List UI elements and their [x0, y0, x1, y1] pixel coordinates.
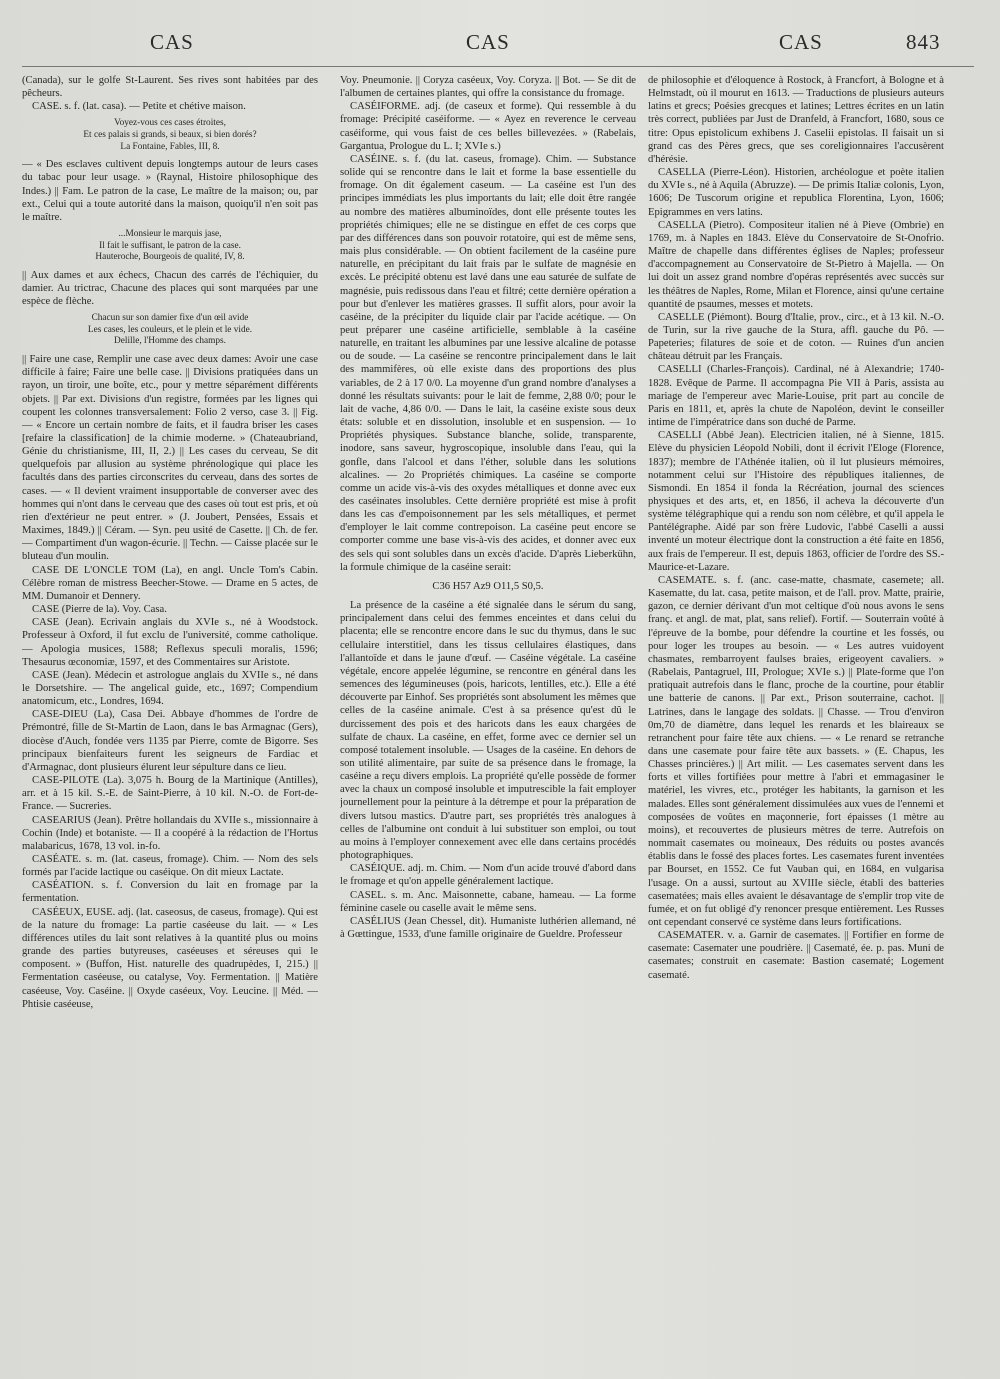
entry-text: La présence de la caséine a été signalée dans le sérum du sang, principalement dans celui des femmes enceintes et dans celui du placenta; elle se rencontre encore dans le suc du thymus, dans le suc cellulaire interstitiel, dans les tissus cellulaires élastiques, dans l'allantoïde et dans le jaune d'œuf. — Caséine végétale. La caséine végétale, encore appelée légumine, se rencontre en général dans les semences des légumineuses (pois, haricots, lentilles, etc.). Elle a été découverte par Einhof. Ses propriétés sont absolument les mêmes que celles de la caséine animale. C'est à sa présence qu'est dû le durcissement des pois et des haricots dans les eaux chargées de sulfate de chaux. La caséine, en effet, forme avec ce dernier sel un composé totalement insoluble. — Usages de la caséine. En dehors de son utilité alimentaire, par suite de sa présence dans le fromage, la caséine a reçu divers emplois. La propriété qu'elle possède de former avec la chaux un composé insoluble et imputrescible la fait employer journellement pour la peinture à la détrempe et pour la préparation de divers lutsou mastics. D'autre part, ses propriétés très analogues à celles de l'albumine ont conduit à lui substituer son emploi, ou tout au moins à l'employer connexement avec elle dans certains procédés photographiques.: [340, 600, 636, 862]
entry-caseate: CASÉATE. s. m. (lat. caseus, fromage). Chim. — Nom des sels formés par l'acide lactique ou caséique. On dit mieux Lactate.: [22, 854, 318, 879]
column-middle: [340, 74, 636, 1364]
entry-casemater: CASEMATER. v. a. Garnir de casemates. || Fortifier en forme de casemate: Casemater une poudrière. || Casematé, ée. p. pas. Muni de casemates; construit en casemate: Bastion casematé; Logement casematé.: [648, 930, 944, 981]
entry-caselli-jean: CASELLI (Abbé Jean). Electricien italien, né à Sienne, 1815. Elève du physicien Léopold Nobili, dont il écrivit l'Eloge (Florence, 1837); membre de l'Athénée italien, où il lut plusieurs mémoires, notamment celui sur l'Histoire des républiques italiennes, de Sismondi. En 1854 il fonda la Récréation, journal des sciences physiques et des arts, et, en 1856, il acheva la découverte d'un système télégraphique qui a rendu son nom célèbre, et qu'il appela le Pantélégraphe. Aidé par son frère Ludovic, l'abbé Caselli a aussi inventé un moteur électrique dont la construction a été faite en 1856, aux frais de l'empereur. Il est, depuis 1863, officier de l'ordre des SS.-Maurice-et-Lazare.: [648, 430, 944, 573]
entry-casella-pietro: CASELLA (Pietro). Compositeur italien né à Pieve (Ombrie) en 1769, m. à Naples en 1843. Elève du Conservatoire de St-Onofrio. Maître de chapelle dans différentes églises de Naples; professeur d'accompagnement au Conservatoire de St-Pietro à Majella. — On lui doit un assez grand nombre d'opéras représentés avec succès sur les théâtres de Naples, Rome, Milan et Florence, ainsi qu'une certaine quantité de psaumes, messes et motets.: [648, 219, 944, 310]
entry-text: (Canada), sur le golfe St-Laurent. Ses rives sont habitées par des pêcheurs.: [22, 75, 318, 100]
verse-quote: Voyez-vous ces cases étroites, Et ces palais si grands, si beaux, si bien dorés? La Fontaine, Fables, III, 8.: [83, 118, 257, 152]
entry-text: — « Des esclaves cultivent depuis longtemps autour de leurs cases du tabac pour leur usage. » (Raynal, Histoire philosophique des Indes.) || Fam. Le patron de la case, Le maître de la maison; ou, par ext., Celui qui a toute autorité dans la maison, quoiqu'il n'en soit pas le maître.: [22, 159, 318, 223]
chemical-formula: C36 H57 Az9 O11,5 S0,5.: [432, 580, 544, 592]
running-head: [0, 30, 1000, 66]
entry-text: Voy. Pneumonie. || Coryza caséeux, Voy. Coryza. || Bot. — Se dit de l'albumen de certaines plantes, qui offre la consistance du fromage.: [340, 75, 636, 100]
entry-caseeux: CASÉEUX, EUSE. adj. (lat. caseosus, de caseus, fromage). Qui est de la nature du fromage: La partie caséeuse du lait. — « Les différences utiles du lait sont relatives à la quantité plus ou moins grande des parties butyreuses, caséeuses et séreuses qui le composent. » (Buffon, Hist. naturelle des quadrupèdes, I, 215.) || Fermentation caséeuse, ou catalyse, Voy. Fermentation. || Matière caséeuse, Voy. Caséine. || Oxyde caséeux, Voy. Leucine. || Méd. — Phtisie caséeuse,: [22, 906, 318, 1010]
entry-case-pierre: CASE (Pierre de la). Voy. Casa.: [32, 604, 167, 616]
entry-case-jean: CASE (Jean). Ecrivain anglais du XVIe s., né à Woodstock. Professeur à Oxford, il fut exclu de l'université, comme catholique. — Apologia musices, 1588; Reflexus speculi moralis, 1596; Thesaurus œconomiæ, 1597, et des Commentaires sur Aristote.: [22, 617, 318, 668]
entry-text: || Faire une case, Remplir une case avec deux dames: Avoir une case difficile à faire; Faire une belle case. || Divisions pratiquées dans un rayon, un tiroir, une boîte, etc., pour y mettre séparément différents objets. || Par ext. Divisions d'un registre, formées par les lignes qui coupent les colonnes transversalement: Folio 2 verso, case 3. || Fig. — « Encore un certain nombre de faits, et il faudra briser les cases [refaire la classification] de la chimie moderne. » (Chateaubriand, Génie du christianisme, III, II, 2.) || Les cases du cerveau, Se dit quelquefois par allusion au système phrénologique qui place les facultés dans des parties circonscrites du cerveau, dans des sortes de cases. — « Il devient vraiment insupportable de converser avec des hommes qui n'ont dans le cerveau que des cases où tout est pris, et où rien d'extérieur ne peut entrer. » (J. Joubert, Pensées, Essais et Maximes, 1849.) || Céram. — Syn. peu usité de Casette. || Ch. de fer. — Compartiment d'un wagon-écurie. || Techn. — Caisse placée sur le bluteau d'un moulin.: [22, 354, 318, 563]
entry-caselli-charles: CASELLI (Charles-François). Cardinal, né à Alexandrie; 1740-1828. Evêque de Parme. Il accompagna Pie VII à Paris, assista au mariage de l'empereur avec Marie-Louise, prit part au concile de Paris en 1811, et, après la chute de Napoléon, devint le conseiller intime de l'impératrice dans son duché de Parme.: [648, 364, 944, 429]
entry-caselle: CASELLE (Piémont). Bourg d'Italie, prov., circ., et à 13 kil. N.-O. de Turin, sur la rive gauche de la Stura, affl. gauche du Pô. — Papeteries; filatures de soie et de coton. — Ruines d'un ancien château détruit par les Français.: [648, 311, 944, 363]
entry-casemate: CASEMATE. s. f. (anc. case-matte, chasmate, casemete; all. Kasematte, du lat. casa, petite maison, et de l'all. prov. Matte, prairie, gazon, ce dernier dérivant d'un mot celtique d'où nous avons le sens franç. et angl. de mat, plat, sans relief). Fortif. — Souterrain voûté à l'épreuve de la bombe, pour défendre la courtine et les fossés, ou pour loger les troupes au besoin. — « Les autres vuidoyent chasmates, rembarroyent faulses braies, erigeoyent cavaliers. » (Rabelais, Pantagruel, III, Prologue; XVIe s.) || Plate-forme que l'on pratiquait autrefois dans le flanc, proche de la courtine, pour établir une batterie de canons. || Par ext., Prison souterraine, cachot. || Latrines, dans le langage des soldats. || Chasse. — Trou d'environ 0m,70 de diamètre, dans lequel les renards et les blaireaux se retranchent pour faire tête aux chiens. — « Le renard se retranche dans une casemate pour faire tête aux bassets. » (E. Chapus, les Chasses princières.) || Art milit. — Les casemates servent dans les forts et villes fortifiées pour mettre à l'abri et emmagasiner le matériel, les vivres, etc., protéger les habitants, la garnison et les malades. Elles sont généralement dissimulées aux vues de l'ennemi et composées de voûtes en maçonnerie, fort épaisses (1 mètre au moins), et recouvertes de plusieurs mètres de terre. Autrefois on nommait casemates ou moineaux, Des réduits ou postes avancés établis dans le fossé des places fortes. Les casemates furent inventées par Bourset, en 1552. Ce fut Vauban qui, en 1684, en vulgarisa l'usage. On a aussi, surtout au XVIIIe siècle, établi des batteries casematées; mais elles avaient le désavantage de s'emplir trop vite de fumée, et on fut obligé d'y renoncer presque entièrement. Les Russes ont cependant conservé ce système dans leurs fortifications.: [648, 574, 944, 928]
entry-text: || Aux dames et aux échecs, Chacun des carrés de l'échiquier, du damier. Au trictrac, Chacune des places qui sont marquées par une espèce de flèche.: [22, 269, 318, 308]
column-left: [22, 74, 318, 1364]
header-center-word: CAS: [466, 30, 510, 54]
entry-text: de philosophie et d'éloquence à Rostock, à Francfort, à Bologne et à Helmstadt, où il mourut en 1613. — Traductions de plusieurs auteurs latins et grecs; Poésies grecques et latines; Lettres écrites en un latin très correct, publiées par Just de Dranfeld, à Francfort, 1680, sous ce titre: Opus epistolicum exhibens J. Caselii epistolas. Il faisait un si grand cas des Pères grecs, que ses coreligionnaires l'accusèrent d'hérésie.: [648, 75, 944, 165]
verse-quote: Chacun sur son damier fixe d'un œil avide Les cases, les couleurs, et le plein et le vide. Delille, l'Homme des champs.: [87, 313, 253, 347]
entry-case-jean-2: CASE (Jean). Médecin et astrologue anglais du XVIIe s., né dans le Dorsetshire. — The angelical guide, etc., 1697; Compendium anatomicum, etc., Londres, 1694.: [22, 669, 318, 708]
entry-case: CASE. s. f. (lat. casa). — Petite et chétive maison.: [32, 101, 246, 113]
entry-caselius: CASÉLIUS (Jean Chessel, dit). Humaniste luthérien allemand, né à Gœttingue, 1533, d'une famille originaire de Gueldre. Professeur: [340, 915, 636, 940]
column-right: [648, 74, 944, 1364]
entry-casel: CASEL. s. m. Anc. Maisonnette, cabane, hameau. — La forme féminine casele ou caselle avait le même sens.: [340, 889, 636, 914]
entry-casearius: CASEARIUS (Jean). Prêtre hollandais du XVIIe s., missionnaire à Cochin (Inde) et botaniste. — Il a coopéré à la rédaction de l'Hortus malabaricus, 1678, 13 vol. in-fo.: [22, 814, 318, 852]
entry-casella-pierre-leon: CASELLA (Pierre-Léon). Historien, archéologue et poète italien du XVIe s., né à Aquila (Abruzze). — De primis Italiæ colonis, Lyon, 1606; De Tuscorum origine et republica Florentina, Lyon, 1606; Epigrammes en vers latins.: [648, 167, 944, 218]
entry-case-de-l-oncle-tom: CASE DE L'ONCLE TOM (La), en angl. Uncle Tom's Cabin. Célèbre roman de mistress Beecher-Stowe. — Drame en 5 actes, de MM. Dumanoir et Dennery.: [22, 564, 318, 602]
header-rule: [22, 66, 974, 67]
verse-quote: ...Monsieur le marquis jase, Il fait le suffisant, le patron de la case. Hauteroche, Bourgeois de qualité, IV, 8.: [95, 229, 245, 263]
header-right-word: CAS: [779, 30, 823, 54]
header-left-word: CAS: [150, 30, 194, 54]
entry-caseique: CASÉIQUE. adj. m. Chim. — Nom d'un acide trouvé d'abord dans le fromage et qu'on appelle généralement lactique.: [340, 863, 636, 888]
page-number: 843: [906, 30, 941, 54]
entry-case-pilote: CASE-PILOTE (La). 3,075 h. Bourg de la Martinique (Antilles), arr. et à 15 kil. S.-E. de Saint-Pierre, à 10 kil. N.-O. de Fort-de-France. — Sucreries.: [22, 775, 318, 813]
entry-caseine: CASÉINE. s. f. (du lat. caseus, fromage). Chim. — Substance solide qui se rencontre dans le lait et forme la base essentielle du fromage. On dit également caseum. — La caséine est l'un des principes immédiats les plus importants du lait; elle doit être rangée au nombre des matières albuminoïdes, dont elle présente toutes les propriétés chimiques; elle ne se distingue en effet de ces corps que par des différences dans son pouvoir rotatoire, qui est de même sens, mais plus considérable. — On obtient facilement de la caséine pure naturelle, en précipitant du lait frais par le sulfate de magnésie en excès. Le précipité obtenu est lavé dans une eau saturée de sulfate de magnésie, puis redissous dans l'eau et filtré; cette dernière opération a pour but d'enlever les matières grasses. Il suffit alors, pour avoir la caséine, de la précipiter du liquide clair par l'acide acétique. — On peut préparer une caséine artificielle, semblable à la caséine naturelle, en traitant les albumines par une lessive alcaline de potasse ou de soude. — La caséine se rencontre principalement dans le lait des mammifères, où elle existe dans des proportions des plus variables, de 2 à 17 0/0. La moyenne d'un grand nombre d'analyses a donné les résultats suivants: pour le lait de femme, 2,88 0/0; pour le lait de vache, 4,86 0/0. — Dans le lait, la caséine existe sous deux états: soluble et en dissolution, insoluble et en suspension. — 1o Propriétés physiques. Substance blanche, solide, transparente, inodore, sans saveur, hygroscopique, insoluble dans l'eau, qui la gonfle, dans l'alcool et dans l'éther, soluble dans les solutions alcalines. — 2o Propriétés chimiques. La caséine se comporte comme un acide vis-à-vis des oxydes métalliques et donne avec eux des caséinates insolubles. Cette dernière propriété est mise à profit dans les cas d'empoisonnement par les sels métalliques, et permet d'employer le lait comme contrepoison. La caséine peut encore se comporter comme une base vis-à-vis des acides, et donner avec eux des sels qui sont solubles dans un excès d'acide. D'après Lieberkühn, la formule chimique de la caséine serait:: [340, 153, 636, 573]
entry-caseation: CASÉATION. s. f. Conversion du lait en fromage par la fermentation.: [22, 880, 318, 905]
entry-case-dieu: CASE-DIEU (La), Casa Dei. Abbaye d'hommes de l'ordre de Prémontré, fille de St-Martin de Laon, dans le bas Armagnac (Gers), diocèse d'Auch, fondée vers 1135 par Pierre, comte de Bigorre. Ses principaux bienfaiteurs furent les seigneurs de Fardiac et d'Armagnac, dont plusieurs élurent leur sépulture dans ce lieu.: [22, 709, 318, 773]
entry-caseiforme: CASÉIFORME. adj. (de caseux et forme). Qui ressemble à du fromage: Précipité caséiforme. — « Ayez en reverence le cerveau caséiforme, qui vous faist de ces belles billevezées. » (Rabelais, Gargantua, Prologue du L. I; XVIe s.): [340, 101, 636, 152]
